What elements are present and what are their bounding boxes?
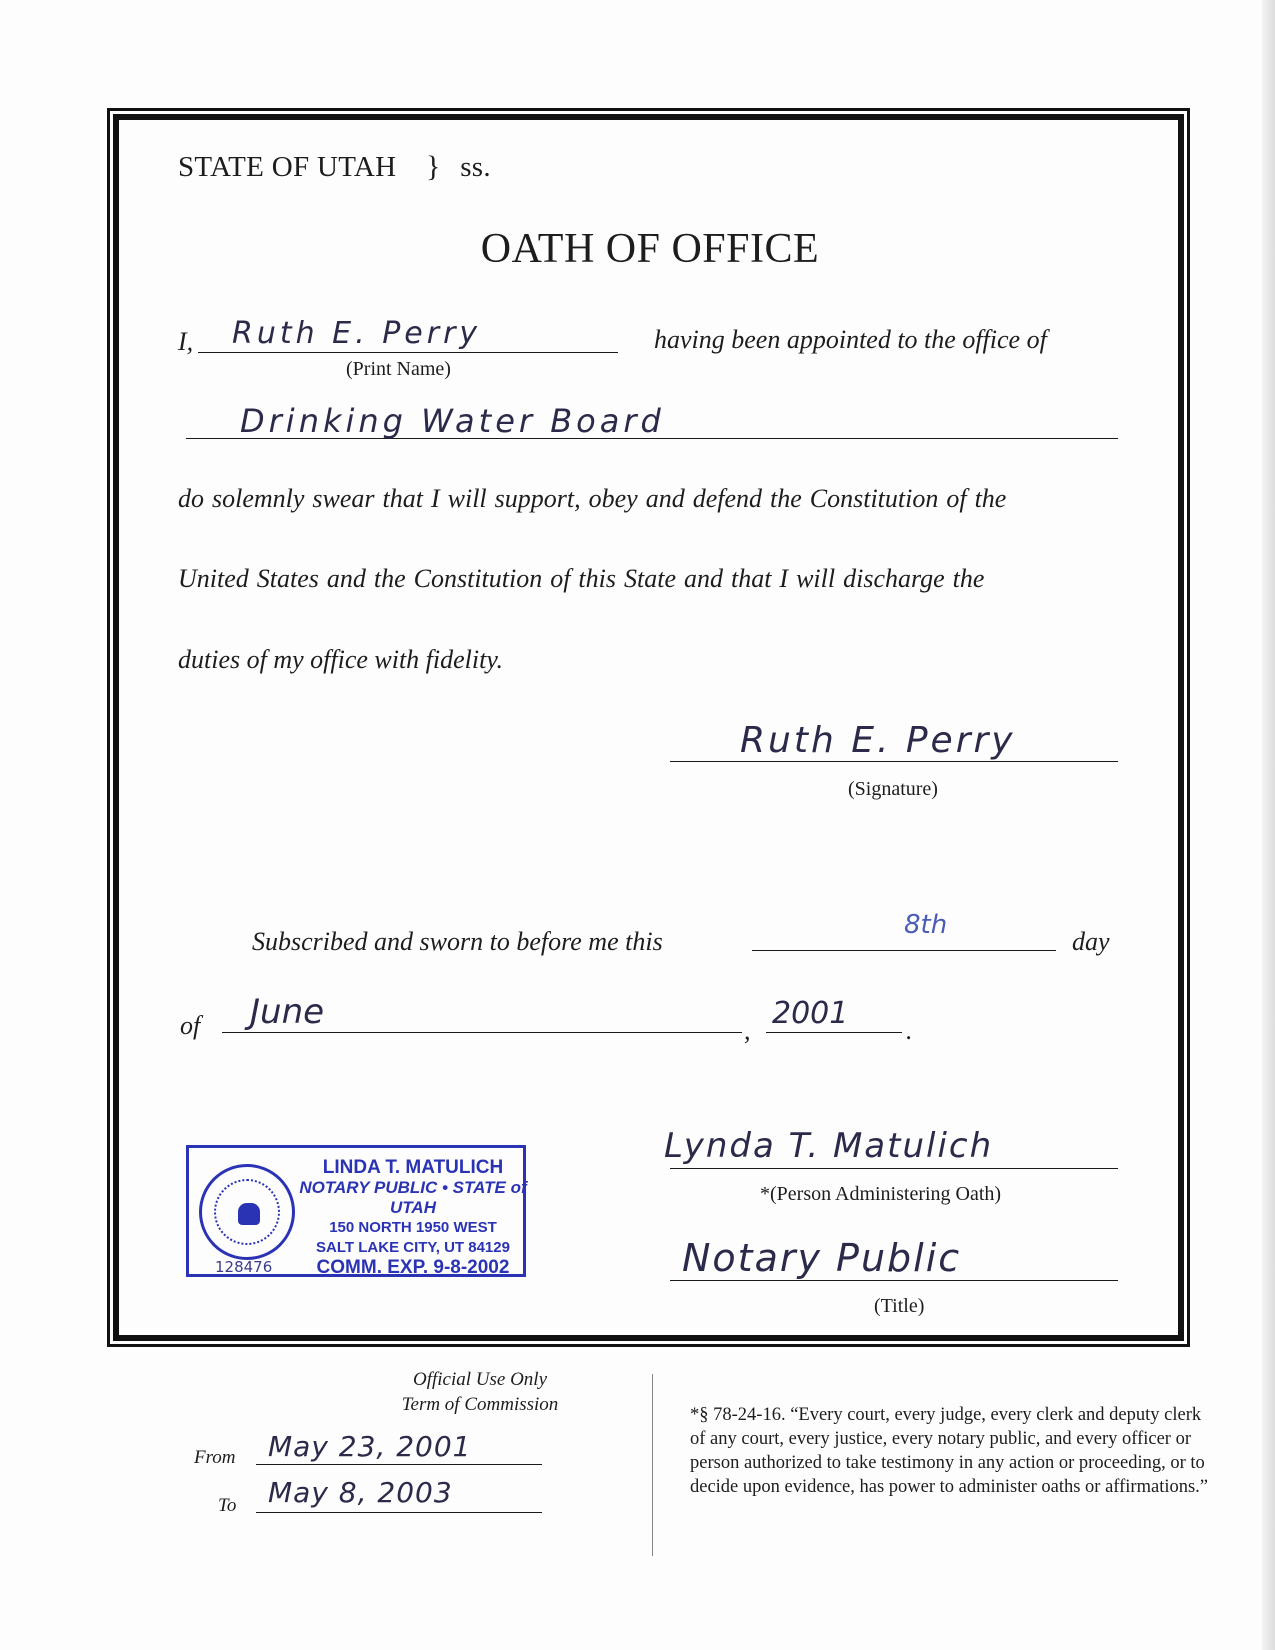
- comma: ,: [744, 1016, 751, 1045]
- administrator-line: [670, 1168, 1118, 1169]
- period: .: [906, 1016, 913, 1045]
- oath-line-2: United States and the Constitution of this State and that I will discharge the: [178, 564, 985, 593]
- stamp-line: 150 NORTH 1950 WEST: [329, 1219, 497, 1236]
- title-caption: (Title): [874, 1295, 925, 1317]
- stamp-line: SALT LAKE CITY, UT 84129: [316, 1239, 510, 1256]
- document-title: OATH OF OFFICE: [480, 226, 820, 272]
- month-handwriting: June: [250, 992, 325, 1032]
- oath-line-3: duties of my office with fidelity.: [178, 645, 503, 674]
- oath-line-1: do solemnly swear that I will support, obey and defend the Constitution of the: [178, 484, 1007, 513]
- statute-text: *§ 78-24-16. “Every court, every judge, every clerk and deputy clerk of any court, every justice, every notary public, and every officer or person authorized to take testimony in any action or proceeding, or to decide upon evidence, has power to administer oaths or affirmations.”: [690, 1405, 1209, 1497]
- year-handwriting: 2001: [772, 996, 849, 1031]
- sworn-text: Subscribed and sworn to before me this: [252, 927, 663, 956]
- signature-caption: (Signature): [848, 778, 938, 800]
- official-use-heading: [300, 1367, 660, 1417]
- title-line: [670, 1280, 1118, 1281]
- seal-ring: [214, 1179, 280, 1245]
- stamp-number-handwriting: 128476: [215, 1258, 273, 1276]
- month-line: [222, 1032, 742, 1033]
- print-name-caption: (Print Name): [346, 358, 451, 380]
- stamp-line: COMM. EXP. 9-8-2002: [316, 1257, 510, 1278]
- office-handwriting: Drinking Water Board: [240, 402, 665, 440]
- administrator-caption: *(Person Administering Oath): [760, 1183, 1002, 1205]
- from-handwriting: May 23, 2001: [268, 1430, 472, 1463]
- from-label: From: [194, 1447, 236, 1468]
- administrator-handwriting: Lynda T. Matulich: [664, 1126, 994, 1166]
- to-line: [256, 1512, 542, 1513]
- stamp-line: NOTARY PUBLIC • STATE of UTAH: [299, 1178, 527, 1217]
- day-handwriting: 8th: [904, 910, 948, 940]
- to-handwriting: May 8, 2003: [268, 1476, 453, 1509]
- state-line: [178, 150, 491, 184]
- signature-line: [670, 761, 1118, 762]
- brace: }: [425, 150, 441, 183]
- stamp-line: LINDA T. MATULICH: [322, 1157, 504, 1178]
- title-handwriting: Notary Public: [682, 1236, 962, 1280]
- seal-emblem: [238, 1203, 260, 1225]
- footer-divider: [652, 1374, 653, 1556]
- day-label: day: [1072, 927, 1110, 956]
- print-name-line: [198, 352, 618, 353]
- ss-label: ss.: [460, 151, 491, 183]
- signature-handwriting: Ruth E. Perry: [740, 720, 1016, 761]
- i-label: I,: [178, 327, 194, 356]
- from-line: [256, 1464, 542, 1465]
- stamp-text: [299, 1158, 527, 1278]
- to-label: To: [218, 1495, 237, 1516]
- year-line: [766, 1032, 902, 1033]
- notary-stamp: [186, 1145, 526, 1277]
- day-line: [752, 950, 1056, 951]
- appointed-text: having been appointed to the office of: [654, 325, 1047, 354]
- print-name-handwriting: Ruth E. Perry: [232, 316, 482, 351]
- official-use-line-1: Official Use Only: [412, 1369, 548, 1390]
- of-label: of: [180, 1011, 201, 1040]
- state-name: STATE OF UTAH: [178, 151, 397, 183]
- official-use-line-2: Term of Commission: [401, 1394, 559, 1415]
- state-seal-icon: [199, 1164, 295, 1260]
